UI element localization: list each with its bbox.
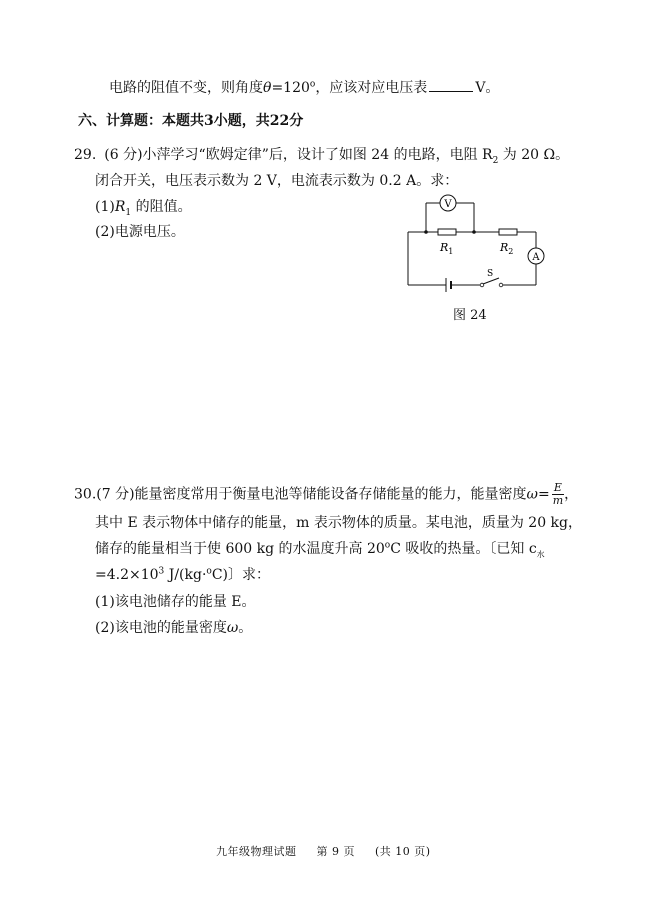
q30-line3-deg: o — [384, 540, 391, 551]
q30-line2: 其中 E 表示物体中储存的能量，m 表示物体的质量。某电池，质量为 20 kg， — [95, 515, 583, 531]
q30-sub2-end: 。 — [238, 620, 253, 636]
q30-text-1: (7 分)能量密度常用于衡量电池等储能设备存储能量的能力，能量密度 — [96, 486, 527, 503]
q29-text-1: (6 分)小萍学习“欧姆定律”后，设计了如图 24 的电路，电阻 R — [104, 147, 493, 163]
q29-r2-sub: 2 — [492, 155, 499, 166]
q29-sub1-r-sub: 1 — [125, 207, 132, 218]
angle-value: =120 — [271, 80, 310, 96]
ammeter-label: A — [532, 252, 540, 263]
q30-line1-end: ， — [564, 486, 579, 503]
omega-symbol: ω — [526, 486, 538, 503]
q30-line3 — [95, 538, 545, 560]
q30-line3-end: C 吸收的热量。〔已知 c — [390, 541, 537, 557]
q30-line4-deg: o — [206, 566, 212, 577]
page-footer: 九年级物理试题 第 9 页 (共 10 页) — [216, 845, 431, 858]
top-line — [109, 77, 499, 97]
q29-sub1 — [95, 196, 192, 218]
q30-eq: = — [537, 486, 550, 503]
theta-symbol: θ — [263, 80, 272, 96]
q30-line3-text: 储存的能量相当于使 600 kg 的水温度升高 20 — [95, 541, 385, 557]
q29-line1 — [74, 144, 569, 166]
resistor-r2 — [499, 229, 517, 235]
q29-text-1-end: 为 20 Ω。 — [498, 147, 570, 163]
r2-label: $R_2$ — [500, 241, 514, 256]
q30-water-sub: 水 — [536, 549, 545, 559]
top-line-prefix: 电路的阻值不变，则角度 — [109, 80, 263, 96]
junction-dot — [472, 230, 476, 234]
q30-line4-pre: =4.2×10 — [95, 567, 159, 583]
top-line-unit: V。 — [475, 80, 500, 96]
q30-number: 30. — [74, 486, 97, 503]
q30-line4 — [95, 564, 270, 584]
degree-mark: o — [309, 79, 316, 90]
q30-line4-end: J/(kg· — [164, 567, 207, 583]
top-line-suffix: ，应该对应电压表 — [315, 80, 428, 96]
q30-sub2-omega: ω — [226, 620, 239, 636]
figure-caption: 图 24 — [453, 308, 487, 323]
fraction-denominator: m — [552, 494, 564, 507]
q30-line1 — [74, 482, 578, 507]
q29-sub2: (2)电源电压。 — [95, 224, 185, 240]
voltmeter-label: V — [444, 199, 452, 210]
q30-sub2-pre: (2)该电池的能量密度 — [95, 620, 227, 636]
fraction-numerator: E — [552, 482, 564, 495]
junction-dot — [424, 230, 428, 234]
switch-label: S — [487, 269, 494, 279]
q30-line4-tail: C)〕求： — [211, 567, 271, 583]
q29-number: 29. — [74, 147, 97, 163]
section-heading: 六、计算题：本题共3小题，共22分 — [78, 113, 304, 129]
q30-sub1: (1)该电池储存的能量 E。 — [95, 594, 256, 610]
q30-sub2 — [95, 617, 252, 637]
q30-line4-exp: 3 — [158, 566, 165, 577]
q29-sub1-r: R — [114, 199, 126, 215]
energy-density-fraction — [552, 482, 564, 507]
answer-blank[interactable] — [429, 79, 473, 92]
r1-label: $R_1$ — [440, 241, 454, 256]
q29-sub1-prefix: (1) — [95, 199, 115, 215]
resistor-r1 — [438, 229, 456, 235]
q29-line2: 闭合开关，电压表示数为 2 V，电流表示数为 0.2 A。求： — [95, 173, 459, 189]
q29-sub1-suffix: 的阻值。 — [131, 199, 192, 215]
